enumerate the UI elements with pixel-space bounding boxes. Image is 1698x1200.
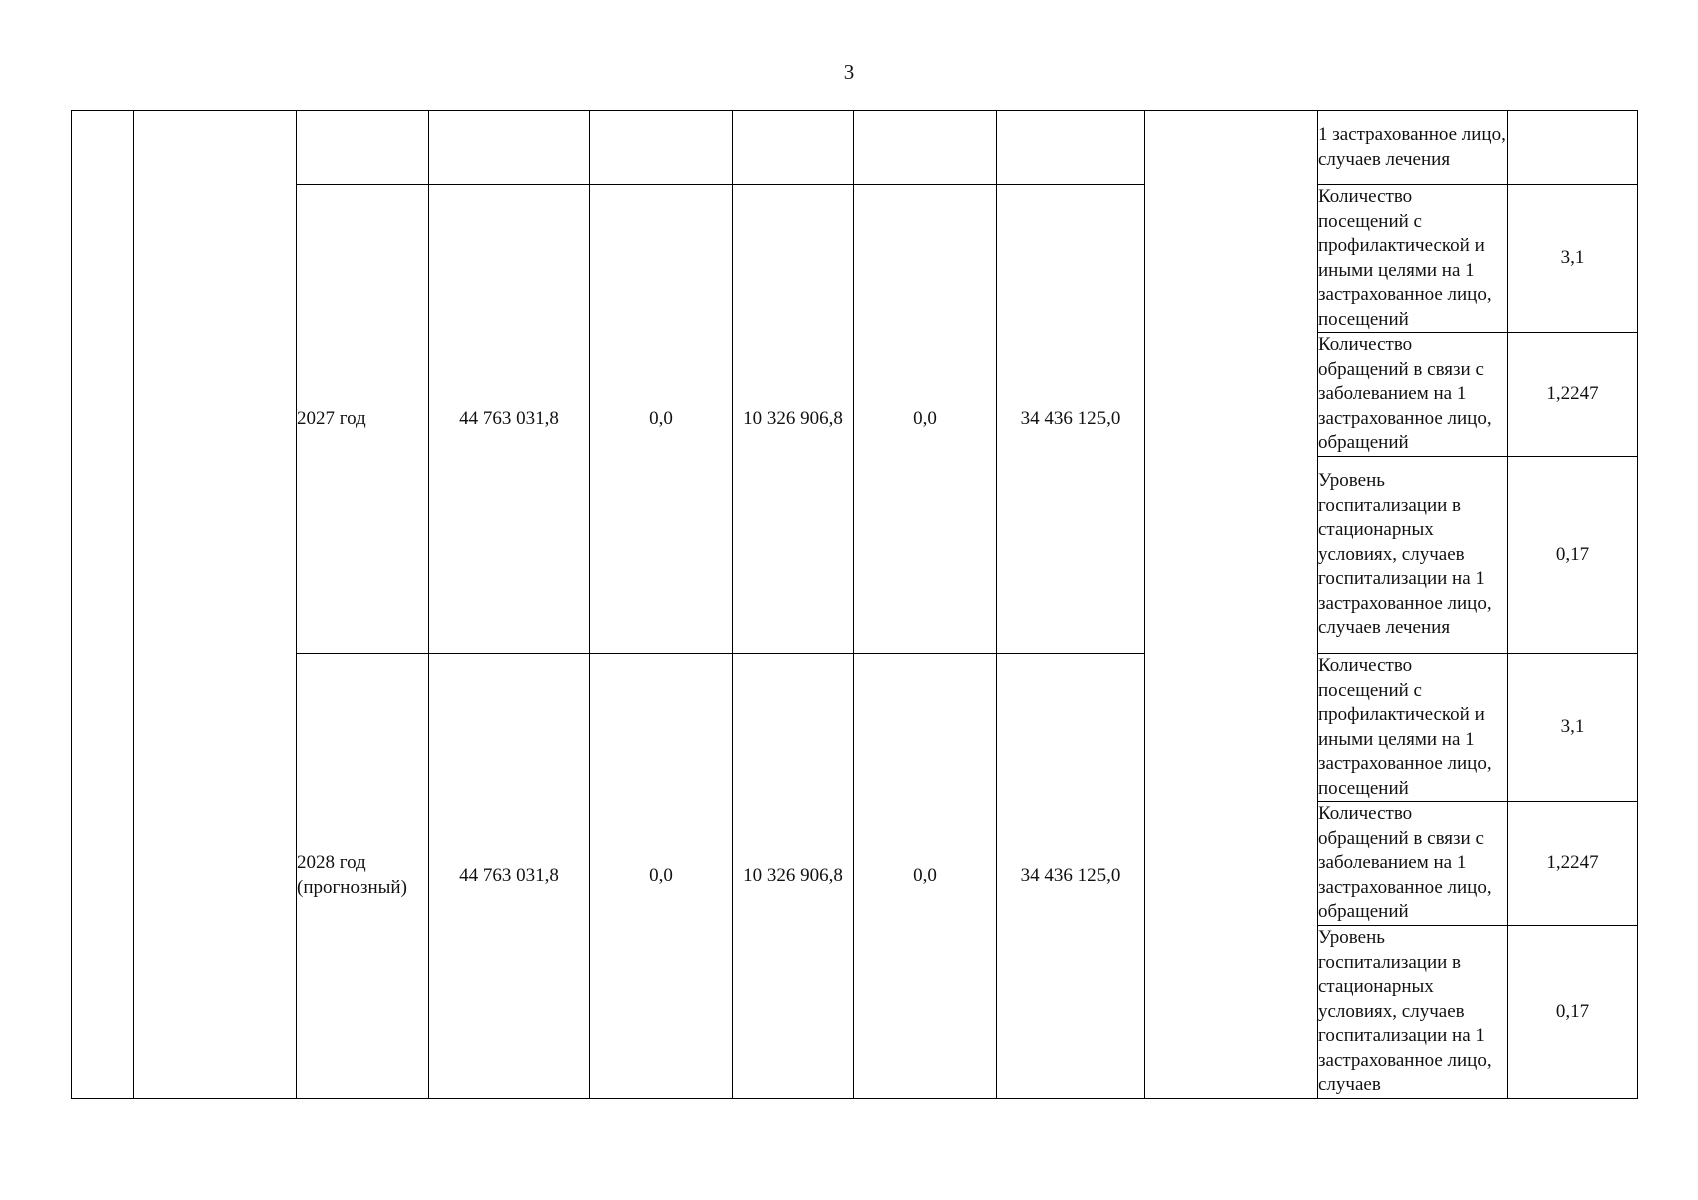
- other-cell: [997, 111, 1145, 185]
- number-cell: [72, 111, 134, 1099]
- federal-cell: 0,0: [590, 185, 733, 654]
- page-number: 3: [843, 60, 855, 84]
- table-row: [72, 111, 1638, 185]
- financing-table: [71, 110, 1638, 1099]
- indicator-value-cell: 1,2247: [1508, 333, 1638, 457]
- table-row: [72, 185, 1638, 333]
- local-cell: 0,0: [854, 185, 997, 654]
- total-cell: [429, 111, 590, 185]
- indicator-name-cell: Уровень госпитализации в стационарных условиях, случаев госпитализации на 1 застрахованное лицо, случаев: [1318, 926, 1508, 1099]
- other-cell: 34 436 125,0: [997, 185, 1145, 654]
- name-cell: [134, 111, 297, 1099]
- indicator-name-cell: Количество посещений с профилактической и иными целями на 1 застрахованное лицо, посещений: [1318, 654, 1508, 802]
- total-cell: 44 763 031,8: [429, 654, 590, 1099]
- federal-cell: 0,0: [590, 654, 733, 1099]
- indicator-value-cell: 3,1: [1508, 185, 1638, 333]
- indicator-value-cell: [1508, 111, 1638, 185]
- indicator-value-cell: 0,17: [1508, 926, 1638, 1099]
- indicator-value-cell: 3,1: [1508, 654, 1638, 802]
- executor-cell: [1145, 111, 1318, 1099]
- local-cell: [854, 111, 997, 185]
- regional-cell: 10 326 906,8: [733, 654, 854, 1099]
- indicator-value-cell: 1,2247: [1508, 802, 1638, 926]
- table-row: [72, 654, 1638, 802]
- regional-cell: [733, 111, 854, 185]
- total-cell: 44 763 031,8: [429, 185, 590, 654]
- indicator-name-cell: Количество обращений в связи с заболеванием на 1 застрахованное лицо, обращений: [1318, 333, 1508, 457]
- indicator-name-cell: Количество посещений с профилактической и иными целями на 1 застрахованное лицо, посещений: [1318, 185, 1508, 333]
- federal-cell: [590, 111, 733, 185]
- year-cell: 2027 год: [297, 185, 429, 654]
- year-cell: 2028 год (прогнозный): [297, 654, 429, 1099]
- indicator-name-cell: Уровень госпитализации в стационарных условиях, случаев госпитализации на 1 застрахованное лицо, случаев лечения: [1318, 457, 1508, 654]
- year-cell: [297, 111, 429, 185]
- indicator-value-cell: 0,17: [1508, 457, 1638, 654]
- other-cell: 34 436 125,0: [997, 654, 1145, 1099]
- local-cell: 0,0: [854, 654, 997, 1099]
- indicator-name-cell: 1 застрахованное лицо, случаев лечения: [1318, 111, 1508, 185]
- indicator-name-cell: Количество обращений в связи с заболеванием на 1 застрахованное лицо, обращений: [1318, 802, 1508, 926]
- regional-cell: 10 326 906,8: [733, 185, 854, 654]
